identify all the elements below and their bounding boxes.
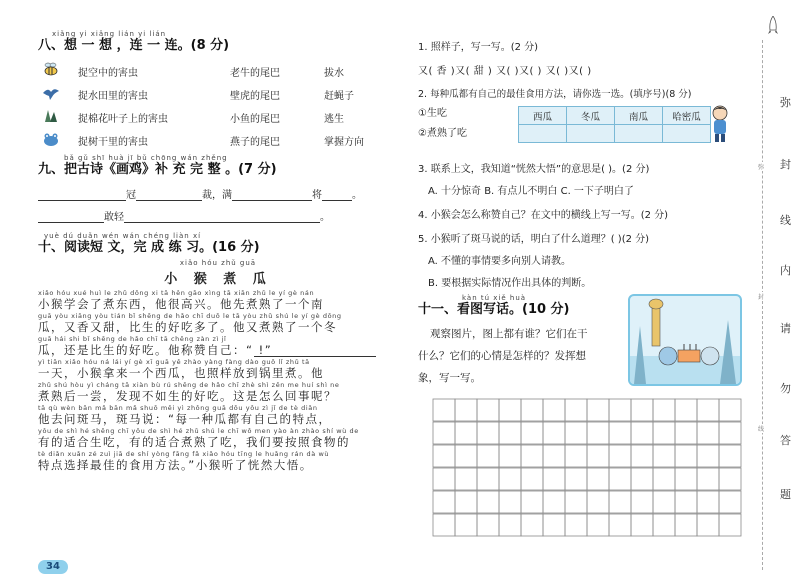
bee-icon bbox=[42, 62, 60, 78]
grid-cell[interactable] bbox=[477, 514, 499, 536]
match-col1: 捉树干里的害虫 bbox=[78, 137, 148, 148]
poem-line-2 bbox=[38, 208, 398, 226]
grid-cell[interactable] bbox=[543, 399, 565, 421]
grid-cell[interactable] bbox=[653, 422, 675, 444]
grid-cell[interactable] bbox=[631, 491, 653, 513]
grid-cell[interactable] bbox=[521, 445, 543, 467]
section9-pinyin: bǎ gǔ shī huà jī bǔ chōng wán zhěng bbox=[64, 154, 228, 162]
grid-cell[interactable] bbox=[433, 491, 455, 513]
picture-writing-image bbox=[628, 294, 742, 386]
story-line bbox=[38, 404, 398, 427]
story-line bbox=[38, 427, 398, 450]
grid-cell[interactable] bbox=[697, 468, 719, 490]
grid-cell[interactable] bbox=[631, 445, 653, 467]
poem-text: 敢轻 bbox=[104, 212, 124, 223]
question-5-a: A. 不懂的事情要多向别人请教。 bbox=[428, 256, 572, 267]
story-line-text: 有的适合生吃，有的适合煮熟了吃，我们要按照食物的 bbox=[38, 436, 350, 449]
grid-cell[interactable] bbox=[521, 422, 543, 444]
grid-cell[interactable] bbox=[477, 468, 499, 490]
binding-char: 题 bbox=[780, 488, 791, 501]
grid-cell[interactable] bbox=[719, 514, 741, 536]
poem-text: 裁，满 bbox=[202, 190, 232, 201]
grid-cell[interactable] bbox=[521, 399, 543, 421]
grid-cell[interactable] bbox=[477, 399, 499, 421]
answer-blank[interactable] bbox=[254, 345, 376, 357]
match-col3: 逃生 bbox=[324, 114, 344, 125]
grid-cell[interactable] bbox=[499, 399, 521, 421]
match-col1: 捉空中的害虫 bbox=[78, 68, 138, 79]
grid-cell[interactable] bbox=[631, 399, 653, 421]
story-line-text: 瓜，又香又甜，比生的好吃多了。他又煮熟了一个冬 bbox=[38, 321, 337, 334]
grid-cell[interactable] bbox=[543, 445, 565, 467]
grid-cell[interactable] bbox=[653, 514, 675, 536]
binding-char: 请 bbox=[780, 322, 791, 335]
match-row bbox=[38, 83, 398, 105]
match-col3: 掌握方向 bbox=[324, 137, 364, 148]
section8-title: 八、想 一 想 ，连 一 连。(8 分) bbox=[38, 38, 230, 53]
grid-cell[interactable] bbox=[433, 445, 455, 467]
story-line bbox=[38, 450, 398, 473]
binding-char: 封 bbox=[780, 158, 791, 171]
question-1: 1. 照样子，写一写。(2 分) bbox=[418, 42, 539, 53]
story-title-pinyin: xiǎo hóu zhǔ guā bbox=[179, 259, 257, 267]
page-number: 34 bbox=[38, 560, 68, 574]
seal-small-label: 封 bbox=[758, 294, 765, 301]
section11-title: 十一、看图写话。(10 分) bbox=[418, 302, 570, 317]
writing-grid[interactable] bbox=[432, 398, 744, 538]
story-line-text: 一天，小猴拿来一个西瓜，也照样放到锅里煮。他 bbox=[38, 367, 324, 380]
grid-cell[interactable] bbox=[477, 491, 499, 513]
grid-cell[interactable] bbox=[719, 468, 741, 490]
question-5-b: B. 要根据实际情况作出具体的判断。 bbox=[428, 278, 592, 289]
grid-cell[interactable] bbox=[609, 422, 631, 444]
grid-cell[interactable] bbox=[697, 445, 719, 467]
match-row bbox=[38, 129, 398, 151]
binding-char: 线 bbox=[780, 214, 791, 227]
story-line-text: 他去问斑马，斑马说：“每一种瓜都有自己的特点， bbox=[38, 413, 332, 426]
seal-small-label: 线 bbox=[758, 426, 765, 433]
story-line-pinyin: tā qù wèn bān mǎ bān mǎ shuō měi yì zhǒng guā dōu yǒu zì jǐ de tè diǎn bbox=[38, 404, 318, 412]
story-line-text: 特点选择最佳的食用方法。”小猴听了恍然大悟。 bbox=[38, 459, 313, 472]
section9-title: 九、把古诗《画鸡》补 充 完 整 。(7 分) bbox=[38, 162, 277, 177]
melon-table bbox=[518, 106, 711, 143]
poem-text: 。 bbox=[320, 212, 330, 223]
grid-cell[interactable] bbox=[455, 445, 477, 467]
section11-prompt-1: 观察图片，图上都有谁？它们在干 bbox=[430, 328, 588, 340]
question-4: 4. 小猴会怎么称赞自己？在文中的横线上写一写。(2 分) bbox=[418, 210, 669, 221]
answer-blank[interactable] bbox=[136, 189, 202, 201]
match-col2: 壁虎的尾巴 bbox=[230, 91, 280, 102]
grid-cell[interactable] bbox=[433, 422, 455, 444]
grid-cell[interactable] bbox=[543, 468, 565, 490]
question-2: 2. 每种瓜都有自己的最佳食用方法，请你选一选。(填序号)(8 分) bbox=[418, 89, 692, 100]
story-line bbox=[38, 312, 398, 335]
story-line-text: 煮熟后一尝，发现不如生的好吃。这是怎么回事呢？ bbox=[38, 390, 337, 403]
grid-cell[interactable] bbox=[609, 491, 631, 513]
grid-cell[interactable] bbox=[653, 468, 675, 490]
poem-fill-in bbox=[38, 178, 398, 230]
grid-cell[interactable] bbox=[609, 514, 631, 536]
grid-cell[interactable] bbox=[543, 491, 565, 513]
grid-cell[interactable] bbox=[587, 468, 609, 490]
grid-cell[interactable] bbox=[455, 422, 477, 444]
grid-cell[interactable] bbox=[499, 514, 521, 536]
swallow-icon bbox=[42, 85, 60, 101]
question-3-choices: A. 十分惊奇 B. 有点儿不明白 C. 一下子明白了 bbox=[428, 186, 634, 197]
grid-cell[interactable] bbox=[587, 399, 609, 421]
answer-blank[interactable] bbox=[38, 189, 126, 201]
grid-cell[interactable] bbox=[675, 468, 697, 490]
grid-cell[interactable] bbox=[719, 491, 741, 513]
story-title: 小 猴 煮 瓜 bbox=[164, 272, 272, 287]
grid-cell[interactable] bbox=[587, 514, 609, 536]
grid-cell[interactable] bbox=[675, 491, 697, 513]
match-col2: 小鱼的尾巴 bbox=[230, 114, 280, 125]
option-raw: ①生吃 bbox=[418, 108, 447, 119]
poem-text: 冠 bbox=[126, 190, 136, 201]
poem-text: 。 bbox=[352, 190, 362, 201]
melon-table-header bbox=[519, 107, 711, 125]
grid-cell[interactable] bbox=[697, 514, 719, 536]
grid-cell[interactable] bbox=[653, 399, 675, 421]
story-line-pinyin: xiǎo hóu xué huì le zhǔ dōng xi tā hěn gāo xìng tā xiān zhǔ le yí gè nán bbox=[38, 289, 315, 297]
answer-blank[interactable] bbox=[38, 211, 104, 223]
binding-char: 答 bbox=[780, 434, 791, 447]
grid-cell[interactable] bbox=[719, 422, 741, 444]
binding-margin bbox=[756, 0, 800, 582]
grid-cell[interactable] bbox=[653, 491, 675, 513]
grid-cell[interactable] bbox=[653, 445, 675, 467]
melon-cell: 南瓜 bbox=[615, 107, 663, 125]
story-line-pinyin: yì tiān xiǎo hóu ná lái yí gè xī guā yě zhào yàng fàng dào guō lǐ zhǔ tā bbox=[38, 358, 310, 366]
rocket-icon bbox=[768, 16, 778, 36]
grid-cell[interactable] bbox=[455, 491, 477, 513]
story-text bbox=[38, 289, 398, 473]
answer-cell[interactable] bbox=[567, 125, 615, 143]
match-col1: 捉棉花叶子上的害虫 bbox=[78, 114, 168, 125]
seal-line bbox=[762, 40, 763, 570]
binding-char: 内 bbox=[780, 264, 791, 277]
frog-icon bbox=[42, 131, 60, 147]
story-line bbox=[38, 381, 398, 404]
grid-cell[interactable] bbox=[675, 514, 697, 536]
story-line-text: 小猴学会了煮东西，他很高兴。他先煮熟了一个南 bbox=[38, 298, 324, 311]
grid-cell[interactable] bbox=[565, 468, 587, 490]
poem-text: 将 bbox=[312, 190, 322, 201]
grid-cell[interactable] bbox=[697, 399, 719, 421]
grid-cell[interactable] bbox=[499, 445, 521, 467]
grid-cell[interactable] bbox=[587, 491, 609, 513]
grid-cell[interactable] bbox=[719, 445, 741, 467]
story-line bbox=[38, 358, 398, 381]
writing-grid-cells[interactable] bbox=[432, 398, 744, 538]
grid-cell[interactable] bbox=[631, 514, 653, 536]
grid-cell[interactable] bbox=[521, 491, 543, 513]
story-line-text-content: 瓜，还是比生的好吃。他称赞自己：“ !” bbox=[38, 344, 273, 357]
match-row bbox=[38, 106, 398, 128]
animals-party-icon bbox=[630, 296, 740, 384]
grid-cell[interactable] bbox=[697, 491, 719, 513]
story-line-pinyin: yǒu de shì hé shēng chī yǒu de shì hé zhǔ shú le chī wǒ men yào àn zhào shí wù de bbox=[38, 427, 359, 435]
boy-illustration-icon bbox=[708, 104, 732, 144]
section11-prompt-3: 象，写一写。 bbox=[418, 372, 481, 384]
grid-cell[interactable] bbox=[499, 422, 521, 444]
grid-cell[interactable] bbox=[675, 422, 697, 444]
grid-cell[interactable] bbox=[609, 445, 631, 467]
grid-cell[interactable] bbox=[587, 422, 609, 444]
answer-cell[interactable] bbox=[663, 125, 711, 143]
melon-cell: 哈密瓜 bbox=[663, 107, 711, 125]
melon-cell: 西瓜 bbox=[519, 107, 567, 125]
binding-char: 勿 bbox=[780, 382, 791, 395]
grid-cell[interactable] bbox=[565, 491, 587, 513]
grid-cell[interactable] bbox=[565, 399, 587, 421]
grid-cell[interactable] bbox=[455, 468, 477, 490]
grid-cell[interactable] bbox=[565, 445, 587, 467]
grid-cell[interactable] bbox=[609, 399, 631, 421]
grid-cell[interactable] bbox=[455, 399, 477, 421]
story-line bbox=[38, 289, 398, 312]
grid-cell[interactable] bbox=[477, 422, 499, 444]
question-1-line: 又( 香 )又( 甜 ) 又( )又( ) 又( )又( ) bbox=[418, 66, 592, 77]
ladybug-icon bbox=[42, 108, 60, 124]
match-col3: 赶蝇子 bbox=[324, 91, 354, 102]
section8-pinyin: xiǎng yi xiǎng lián yi lián bbox=[52, 30, 167, 38]
grid-cell[interactable] bbox=[521, 514, 543, 536]
match-row bbox=[38, 60, 398, 82]
grid-cell[interactable] bbox=[521, 468, 543, 490]
answer-blank[interactable] bbox=[232, 189, 312, 201]
grid-cell[interactable] bbox=[433, 468, 455, 490]
grid-cell[interactable] bbox=[565, 514, 587, 536]
grid-cell[interactable] bbox=[499, 468, 521, 490]
grid-cell[interactable] bbox=[719, 399, 741, 421]
grid-cell[interactable] bbox=[631, 422, 653, 444]
story-line bbox=[38, 335, 398, 358]
match-col2: 燕子的尾巴 bbox=[230, 137, 280, 148]
grid-cell[interactable] bbox=[609, 468, 631, 490]
grid-cell[interactable] bbox=[631, 468, 653, 490]
story-line-pinyin: guā yòu xiāng yòu tián bǐ shēng de hǎo chī duō le tā yòu zhǔ shú le yí gè dōng bbox=[38, 312, 342, 320]
answer-blank[interactable] bbox=[124, 211, 320, 223]
grid-cell[interactable] bbox=[675, 445, 697, 467]
section11-prompt-2: 什么？它们的心情是怎样的？发挥想 bbox=[418, 350, 586, 362]
grid-cell[interactable] bbox=[543, 514, 565, 536]
matching-exercise bbox=[38, 58, 398, 154]
question-3: 3. 联系上文，我知道“恍然大悟”的意思是( )。(2 分) bbox=[418, 164, 650, 175]
grid-cell[interactable] bbox=[565, 422, 587, 444]
melon-cell: 冬瓜 bbox=[567, 107, 615, 125]
binding-char: 弥 bbox=[780, 96, 791, 109]
answer-cell[interactable] bbox=[615, 125, 663, 143]
grid-cell[interactable] bbox=[587, 445, 609, 467]
section11-pinyin: kàn tú xiě huà bbox=[462, 294, 527, 302]
grid-cell[interactable] bbox=[543, 422, 565, 444]
grid-cell[interactable] bbox=[455, 514, 477, 536]
answer-blank[interactable] bbox=[322, 189, 352, 201]
match-col3: 拔水 bbox=[324, 68, 344, 79]
grid-cell[interactable] bbox=[697, 422, 719, 444]
grid-cell[interactable] bbox=[675, 399, 697, 421]
grid-cell[interactable] bbox=[433, 514, 455, 536]
question-2-options bbox=[418, 104, 467, 144]
grid-cell[interactable] bbox=[433, 399, 455, 421]
section10-title: 十、阅读短 文，完 成 练 习。(16 分) bbox=[38, 240, 260, 255]
story-line-pinyin: tè diǎn xuǎn zé zuì jiā de shí yòng fāng fǎ xiǎo hóu tīng le huǎng rán dà wù bbox=[38, 450, 330, 458]
grid-cell[interactable] bbox=[477, 445, 499, 467]
melon-table-answers bbox=[519, 125, 711, 143]
poem-line-1 bbox=[38, 186, 398, 204]
question-5: 5. 小猴听了斑马说的话，明白了什么道理？( )(2 分) bbox=[418, 234, 650, 245]
left-column bbox=[38, 30, 398, 473]
story-line-text bbox=[38, 344, 398, 358]
option-cooked: ②煮熟了吃 bbox=[418, 128, 467, 139]
story-line-pinyin: guā hái shi bǐ shēng de hǎo chī tā chēng zàn zì jǐ bbox=[38, 335, 227, 343]
story-line-pinyin: zhǔ shú hòu yì cháng tā xiàn bù rú shēng de hǎo chī zhè shì zěn me huí shì ne bbox=[38, 381, 340, 389]
grid-cell[interactable] bbox=[499, 491, 521, 513]
match-col2: 老牛的尾巴 bbox=[230, 68, 280, 79]
seal-small-label: 弥 bbox=[758, 164, 765, 171]
section10-pinyin: yuè dú duǎn wén wán chéng liàn xí bbox=[44, 232, 202, 240]
answer-cell[interactable] bbox=[519, 125, 567, 143]
match-col1: 捉水田里的害虫 bbox=[78, 91, 148, 102]
